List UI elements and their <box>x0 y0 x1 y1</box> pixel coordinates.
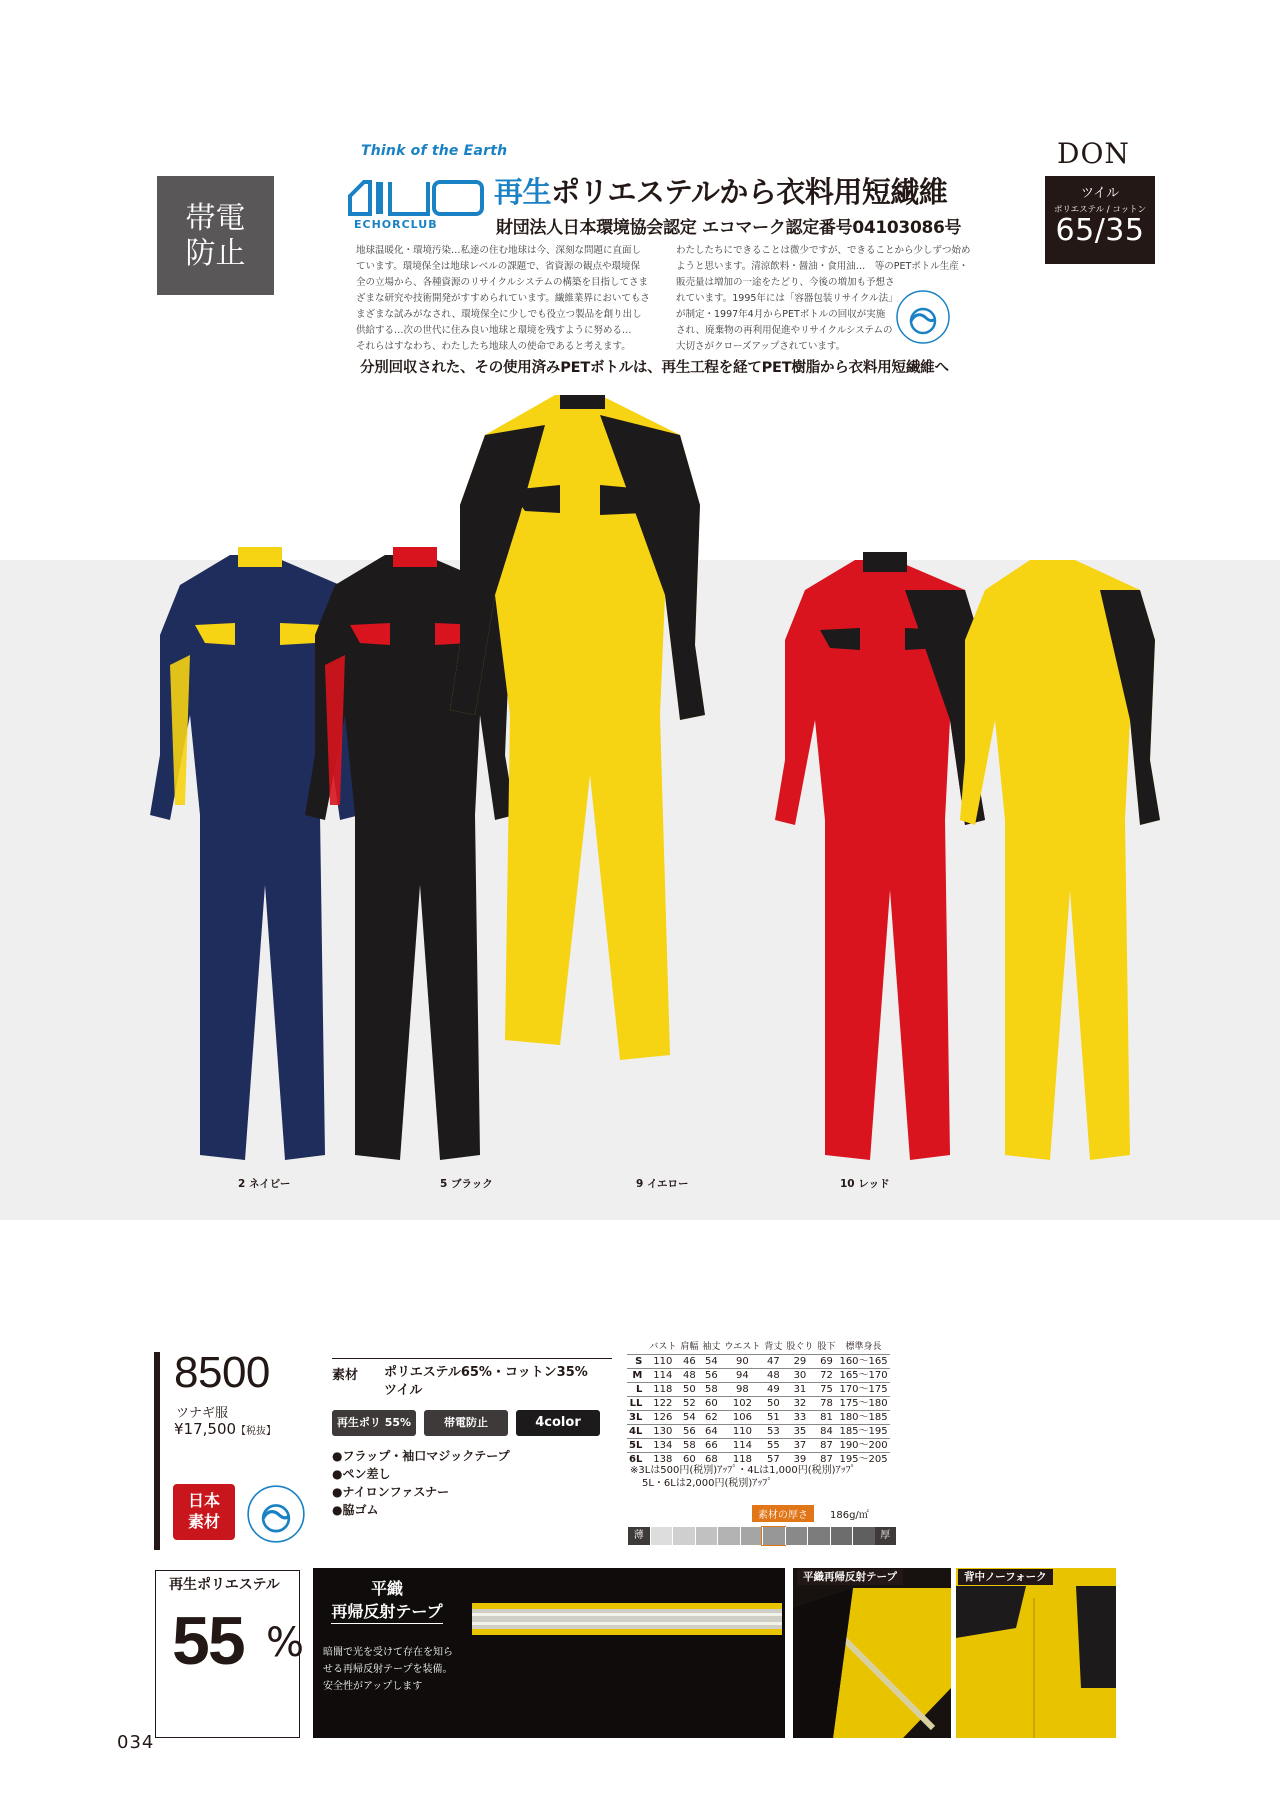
column-header: 股ぐり <box>786 1342 814 1352</box>
size-row <box>627 1411 890 1425</box>
recycled-percentage: 55 <box>172 1603 244 1679</box>
feature-item: ●脇ゴム <box>332 1503 379 1517</box>
size-row <box>627 1439 890 1453</box>
column-header: 股下 <box>817 1342 836 1352</box>
text-line: わたしたちにできることは微少ですが、できることから少しずつ始め <box>676 245 971 256</box>
size-row <box>627 1369 890 1383</box>
text-line: れています。1995年には「容器包装リサイクル法」 <box>676 293 898 304</box>
size-value: 62 <box>700 1411 722 1425</box>
headline <box>494 170 947 211</box>
red-coverall <box>775 552 985 1160</box>
material-divider <box>332 1358 612 1359</box>
text-line: それらはすなわち、わたしたち地球人の使命であると考えます。 <box>356 341 631 352</box>
color-label-navy: 2 ネイビー <box>238 1178 291 1190</box>
size-value: 55 <box>762 1439 784 1453</box>
fabric-ratio: 65/35 <box>1055 213 1145 248</box>
size-value: 32 <box>784 1397 815 1411</box>
detail-caption-back: 背中ノーフォーク <box>958 1569 1053 1585</box>
ecomark-icon <box>246 1484 306 1544</box>
size-value: 175～180 <box>839 1398 888 1409</box>
size-value: 160～165 <box>839 1356 888 1367</box>
material-label: 素材 <box>332 1368 359 1383</box>
feature-item: ●ペン差し <box>332 1467 391 1481</box>
size-value: 195～205 <box>839 1454 888 1465</box>
size-value: 118 <box>722 1453 762 1467</box>
detail-caption-tape: 平織再帰反射テープ <box>797 1569 903 1585</box>
size-value: 33 <box>784 1411 815 1425</box>
size-value: 60 <box>700 1397 722 1411</box>
page-number: 034 <box>117 1732 155 1753</box>
reflective-tape-detail-photo <box>793 1568 951 1738</box>
column-header: 袖丈 <box>702 1342 721 1352</box>
size-value: 190～200 <box>839 1440 888 1451</box>
size-value: 35 <box>784 1425 815 1439</box>
scale-step <box>830 1527 853 1545</box>
scale-step <box>762 1527 785 1545</box>
size-value: 102 <box>722 1397 762 1411</box>
size-value: 94 <box>722 1369 762 1383</box>
text-line: ようと思います。清涼飲料・醤油・食用油… 等のPETボトル生産・ <box>676 261 969 272</box>
text-line: 販売量は増加の一途をたどり、今後の増加も予想さ <box>676 277 895 288</box>
desc-line: せる再帰反射テープを装備。 <box>323 1664 453 1675</box>
percent-sign: % <box>266 1620 305 1666</box>
text-line: が制定・1997年4月からPETボトルの回収が実施 <box>676 309 886 320</box>
tag-recycled-poly: 再生ポリ 55% <box>332 1410 416 1436</box>
size-value: 39 <box>784 1453 815 1467</box>
japan-badge-line1: 日本 <box>187 1491 220 1510</box>
size-value: 30 <box>784 1369 815 1383</box>
size-value: 75 <box>815 1383 837 1397</box>
size-value: 68 <box>700 1453 722 1467</box>
size-value: 87 <box>815 1453 837 1467</box>
column-header: バスト <box>649 1342 677 1352</box>
feature-list <box>332 1447 510 1519</box>
product-price <box>174 1420 276 1438</box>
size-row <box>627 1383 890 1397</box>
text-line: 供給する…次の世代に住み良い地球と環境を残すように努める… <box>356 325 632 336</box>
size-row <box>627 1425 890 1439</box>
size-value: 64 <box>700 1425 722 1439</box>
size-value: 90 <box>722 1355 762 1369</box>
price-tax-note: 【税抜】 <box>236 1426 277 1437</box>
coveralls-illustration <box>150 395 1160 1175</box>
echo-club-text: ECHORCLUB <box>354 218 438 231</box>
size-value: 69 <box>815 1355 837 1369</box>
scale-step <box>672 1527 695 1545</box>
size-value: 58 <box>678 1439 700 1453</box>
size-value: 50 <box>762 1397 784 1411</box>
size-value: 37 <box>784 1439 815 1453</box>
size-value: 66 <box>700 1439 722 1453</box>
thin-label: 薄 <box>628 1527 650 1545</box>
size-value: 126 <box>647 1411 678 1425</box>
back-detail-image <box>956 1568 1116 1738</box>
desc-line: 暗闇で光を受けて存在を知ら <box>323 1647 453 1658</box>
size-value: 110 <box>647 1355 678 1369</box>
size-value: 48 <box>678 1369 700 1383</box>
thickness-scale <box>628 1527 896 1545</box>
size-value: 51 <box>762 1411 784 1425</box>
size-value: 52 <box>678 1397 700 1411</box>
thick-label: 厚 <box>875 1527 897 1545</box>
tape-title-line2: 再帰反射テープ <box>331 1600 442 1624</box>
scale-step <box>717 1527 740 1545</box>
price-value: ¥17,500 <box>174 1420 237 1438</box>
size-value: 57 <box>762 1453 784 1467</box>
size-value: 56 <box>700 1369 722 1383</box>
column-header: 標準身長 <box>845 1342 882 1352</box>
scale-step <box>807 1527 830 1545</box>
size-value: 118 <box>647 1383 678 1397</box>
reflective-tape-title <box>313 1577 461 1624</box>
material-value <box>384 1364 614 1400</box>
material-weave: ツイル <box>384 1383 423 1398</box>
antistatic-badge <box>157 176 274 295</box>
scale-step <box>650 1527 673 1545</box>
size-value: 31 <box>784 1383 815 1397</box>
size-value: 78 <box>815 1397 837 1411</box>
scale-step <box>695 1527 718 1545</box>
size-code: 3L <box>627 1411 647 1425</box>
japan-badge-line2: 素材 <box>187 1512 220 1531</box>
size-value: 165～170 <box>839 1370 888 1381</box>
size-value: 122 <box>647 1397 678 1411</box>
badge-line2: 防止 <box>185 235 246 271</box>
product-accent-bar <box>154 1352 160 1550</box>
size-value: 29 <box>784 1355 815 1369</box>
headline-rest: ポリエステルから衣料用短繊維 <box>551 175 948 209</box>
size-value: 56 <box>678 1425 700 1439</box>
scale-step <box>740 1527 763 1545</box>
fabric-weave: ツイル <box>1080 186 1120 201</box>
size-value: 81 <box>815 1411 837 1425</box>
size-value: 48 <box>762 1369 784 1383</box>
column-header: 肩幅 <box>680 1342 699 1352</box>
pet-bottle-caption: 分別回収された、その使用済みPETボトルは、再生工程を経てPET樹脂から衣料用短繊維へ <box>360 360 949 376</box>
size-value: 130 <box>647 1425 678 1439</box>
japan-material-badge <box>173 1484 235 1540</box>
size-code: L <box>627 1383 647 1397</box>
text-line: され、廃棄物の再利用促進やリサイクルシステムの <box>676 325 893 336</box>
badge-line1: 帯電 <box>185 200 246 236</box>
fabric-composition: ポリエステル / コットン <box>1053 205 1147 215</box>
column-header: 背丈 <box>764 1342 783 1352</box>
text-line: 地球温暖化・環境汚染…私達の住む地球は今、深刻な問題に直面し <box>356 245 642 256</box>
size-value: 60 <box>678 1453 700 1467</box>
size-value: 106 <box>722 1411 762 1425</box>
size-value: 180～185 <box>839 1412 888 1423</box>
text-line: ています。環境保全は地球レベルの課題で、省資源の観点や環境保 <box>356 261 641 272</box>
feature-item: ●フラップ・袖口マジックテープ <box>332 1449 510 1463</box>
yellow-coverall-back <box>960 560 1160 1160</box>
size-value: 114 <box>722 1439 762 1453</box>
size-value: 72 <box>815 1369 837 1383</box>
size-table-header <box>627 1341 890 1355</box>
color-label-red: 10 レッド <box>840 1178 890 1190</box>
size-value: 170～175 <box>839 1384 888 1395</box>
note-line: ※3Lは500円(税別)ｱｯﾌﾟ・4Lは1,000円(税別)ｱｯﾌﾟ <box>630 1465 856 1476</box>
thickness-value: 186g/㎡ <box>830 1510 869 1521</box>
recycled-polyester-title: 再生ポリエステル <box>169 1577 280 1593</box>
column-header <box>627 1341 647 1355</box>
size-value: 53 <box>762 1425 784 1439</box>
ecomark-icon <box>895 289 951 345</box>
size-value: 134 <box>647 1439 678 1453</box>
size-code: 5L <box>627 1439 647 1453</box>
desc-line: 安全性がアップします <box>323 1681 423 1692</box>
ecomark-certification: 財団法人日本環境協会認定 エコマーク認定番号04103086号 <box>496 218 962 238</box>
size-value: 110 <box>722 1425 762 1439</box>
thickness-label: 素材の厚さ <box>752 1505 814 1522</box>
note-line: 5L・6Lは2,000円(税別)ｱｯﾌﾟ <box>642 1478 773 1489</box>
size-upcharge-note <box>630 1464 856 1490</box>
size-code: M <box>627 1369 647 1383</box>
scale-step <box>852 1527 875 1545</box>
size-value: 54 <box>700 1355 722 1369</box>
text-line: ざまな研究や技術開発がすすめられています。繊維業界においてもさ <box>356 293 650 304</box>
text-line: 全の立場から、各種資源のリサイクルシステムの構築を目指してさま <box>356 277 648 288</box>
tag-color-count: 4color <box>516 1410 600 1436</box>
size-value: 138 <box>647 1453 678 1467</box>
size-value: 98 <box>722 1383 762 1397</box>
intro-text-left <box>356 243 656 355</box>
size-value: 54 <box>678 1411 700 1425</box>
size-table <box>627 1341 890 1466</box>
scale-step <box>785 1527 808 1545</box>
size-value: 87 <box>815 1439 837 1453</box>
size-code: S <box>627 1355 647 1369</box>
text-line: まざまな試みがなされ、環境保全に少しでも役立つ製品を創り出し <box>356 309 642 320</box>
feature-item: ●ナイロンファスナー <box>332 1485 450 1499</box>
product-number: 8500 <box>174 1348 270 1397</box>
column-header: ウエスト <box>724 1342 761 1352</box>
reflective-tape-image <box>472 1597 782 1641</box>
size-value: 46 <box>678 1355 700 1369</box>
size-row <box>627 1397 890 1411</box>
size-value: 47 <box>762 1355 784 1369</box>
color-label-yellow: 9 イエロー <box>636 1178 689 1190</box>
size-value: 49 <box>762 1383 784 1397</box>
back-norfolk-detail-photo <box>956 1568 1116 1738</box>
size-value: 84 <box>815 1425 837 1439</box>
sleeve-detail-image <box>793 1568 951 1738</box>
headline-highlight: 再生 <box>494 175 552 209</box>
fabric-spec-box <box>1045 176 1155 264</box>
size-value: 50 <box>678 1383 700 1397</box>
size-value: 185～195 <box>839 1426 888 1437</box>
text-line: 大切さがクローズアップされています。 <box>676 341 846 352</box>
brand-logo: DON <box>1057 137 1130 170</box>
tape-title-line1: 平織 <box>370 1579 403 1598</box>
color-label-black: 5 ブラック <box>440 1178 493 1190</box>
tag-antistatic: 帯電防止 <box>424 1410 508 1436</box>
think-of-earth-text: Think of the Earth <box>361 143 508 159</box>
size-value: 58 <box>700 1383 722 1397</box>
reflective-tape-description <box>323 1644 473 1695</box>
size-code: LL <box>627 1397 647 1411</box>
material-composition: ポリエステル65%・コットン35% <box>384 1365 588 1380</box>
size-value: 114 <box>647 1369 678 1383</box>
product-type: ツナギ服 <box>176 1406 229 1421</box>
size-code: 4L <box>627 1425 647 1439</box>
size-code: 6L <box>627 1453 647 1467</box>
size-row <box>627 1355 890 1369</box>
